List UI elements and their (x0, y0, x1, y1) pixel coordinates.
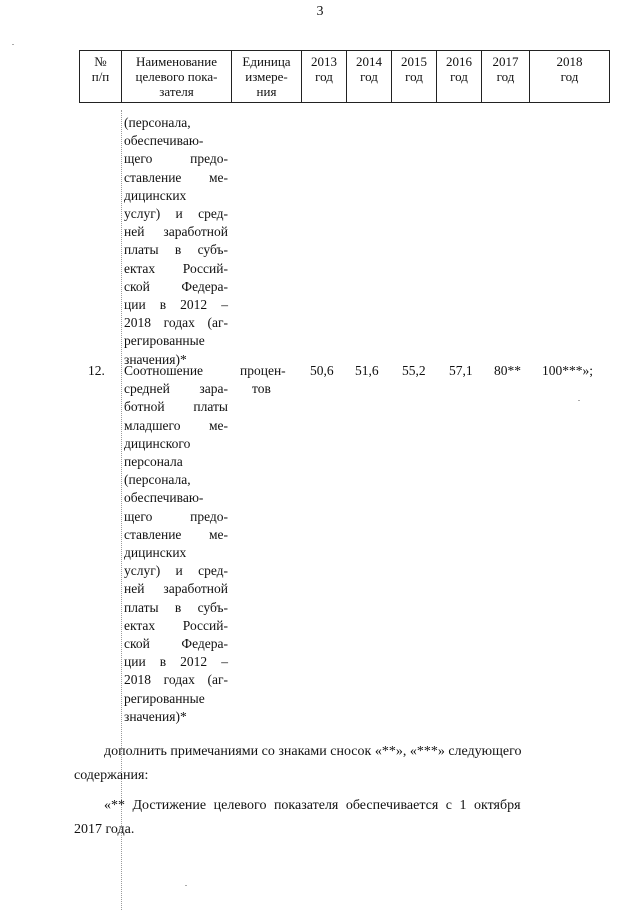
row12-value-2013: 50,6 (310, 363, 334, 378)
continued-row-name-line: (персонала, (124, 115, 191, 130)
continued-row-name-line: услуг) и сред- (124, 206, 228, 222)
header-year-2017: 2017 год (482, 51, 530, 103)
continued-row-name-line: ции в 2012 – (124, 297, 228, 313)
header-year-2013: 2013 год (302, 51, 347, 103)
row12-name-line: ской Федера- (124, 636, 228, 652)
row12-value-2018: 100***»; (542, 363, 594, 378)
row12-name-line: щего предо- (124, 508, 228, 524)
row12-unit-line1: процен- (240, 363, 286, 378)
header-year-2014: 2014 год (347, 51, 392, 103)
continued-row-name-line: обеспечиваю- (124, 133, 204, 149)
row12-name-line: ботной платы (124, 399, 228, 415)
body-line-1: дополнить примечаниями со знаками сносок «**», «***» следующего (104, 744, 522, 759)
continued-row-name-line: ектах Россий- (124, 260, 228, 276)
row12-name-line: услуг) и сред- (124, 563, 228, 579)
row12-name-line: дицинского (124, 435, 191, 451)
header-name: Наименование целевого пока- зателя (122, 51, 232, 103)
continued-row-name-line: щего предо- (124, 151, 228, 167)
row12-value-2014: 51,6 (355, 363, 379, 378)
row12-name-line: (персонала, (124, 472, 191, 488)
row12-name-line: платы в субъ- (124, 599, 228, 615)
scan-speck (12, 44, 14, 45)
row12-name-line: ектах Россий- (124, 617, 228, 633)
row12-name-line: дицинских (124, 545, 187, 561)
row12-name-line: ней заработной (124, 581, 228, 597)
continued-row-name-line: значения)* (124, 351, 187, 367)
header-num: № п/п (80, 51, 122, 103)
scan-speck (185, 885, 187, 886)
row12-value-2017: 80** (494, 363, 521, 378)
continued-row-name (124, 114, 228, 369)
row12-unit-line2: тов (252, 381, 271, 396)
continued-row-name-line: ней заработной (124, 224, 228, 240)
scan-speck (578, 400, 580, 401)
row12-num: 12. (88, 363, 105, 378)
row12-value-2015: 55,2 (402, 363, 426, 378)
row12-name-line: ции в 2012 – (124, 654, 228, 670)
continued-row-name-line: платы в субъ- (124, 242, 228, 258)
table-header (79, 50, 610, 103)
row12-value-2016: 57,1 (449, 363, 473, 378)
body-line-4: 2017 года. (74, 822, 135, 837)
row12-name-line: персонала (124, 454, 183, 470)
row12-name-line: регированные (124, 690, 205, 706)
page-number: 3 (316, 4, 324, 19)
header-year-2015: 2015 год (392, 51, 437, 103)
row12-name-line: обеспечиваю- (124, 490, 204, 506)
row12-name (124, 362, 228, 726)
row12-name-line: значения)* (124, 708, 187, 724)
row12-name-line: Соотношение (124, 363, 204, 378)
body-line-2: содержания: (74, 768, 149, 783)
continued-row-name-line: дицинских (124, 187, 187, 203)
row12-name-line: средней зара- (124, 381, 228, 397)
continued-row-name-line: 2018 годах (аг- (124, 315, 228, 331)
row12-name-line: ставление ме- (124, 526, 228, 542)
continued-row-name-line: ской Федера- (124, 278, 228, 294)
row12-name-line: 2018 годах (аг- (124, 672, 228, 688)
margin-line (121, 110, 122, 910)
continued-row-name-line: ставление ме- (124, 169, 228, 185)
continued-row-name-line: регированные (124, 333, 205, 349)
header-year-2016: 2016 год (437, 51, 482, 103)
body-line-3: «** Достижение целевого показателя обеспечивается с 1 октября (104, 798, 521, 813)
header-unit: Единица измере- ния (232, 51, 302, 103)
header-row (80, 51, 610, 103)
header-year-2018: 2018 год (530, 51, 610, 103)
row12-name-line: младшего ме- (124, 417, 228, 433)
